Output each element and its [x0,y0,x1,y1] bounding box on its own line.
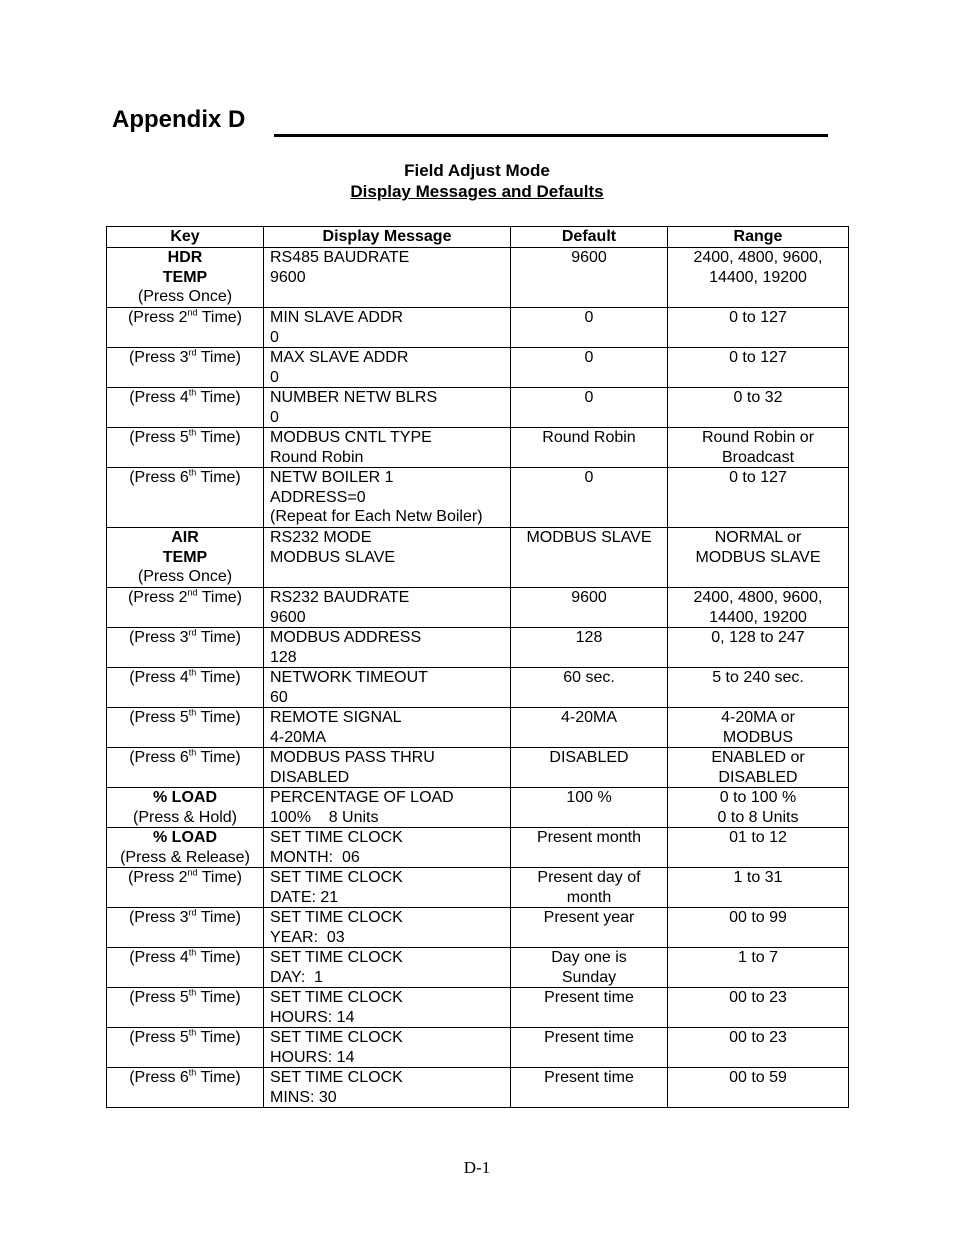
key-text: (Press 5 [129,429,189,446]
key-cell [107,428,264,468]
range-line: 01 to 12 [729,829,787,846]
default-cell [511,628,668,668]
display-message-cell [264,588,511,628]
default-cell [511,1068,668,1108]
key-text-suffix: Time) [196,909,242,926]
default-line: 60 sec. [563,669,615,686]
key-line [107,588,263,608]
range-line: 0 to 32 [733,389,783,406]
default-line: 9600 [571,589,607,606]
key-cell [107,908,264,948]
message-line: MINS: 30 [270,1088,337,1106]
table-row [107,788,849,828]
key-cell [107,748,264,788]
key-text-suffix: Time) [197,589,243,606]
ordinal-suffix: th [188,1027,197,1038]
range-cell [668,1068,849,1108]
key-line [107,567,263,587]
display-message-cell [264,1068,511,1108]
table-header-row [107,227,849,248]
key-text: TEMP [162,268,208,286]
section-subtitle: Display Messages and Defaults [350,182,604,201]
key-cell [107,828,264,868]
default-line: 128 [575,629,603,646]
display-message-cell [264,908,511,948]
key-cell [107,468,264,528]
key-text-suffix: Time) [196,389,241,406]
range-line: 14400, 19200 [709,608,807,626]
range-cell [668,748,849,788]
key-text: (Press 3 [128,349,189,366]
field-adjust-table [106,226,849,1108]
message-line: SET TIME CLOCK [270,1069,403,1086]
range-line: 2400, 4800, 9600, [693,589,823,606]
message-line: HOURS: 14 [270,1008,355,1026]
range-line: 2400, 4800, 9600, [693,249,823,266]
key-text: (Press 4 [129,669,189,686]
display-message-cell [264,788,511,828]
key-text-suffix: Time) [196,669,241,686]
range-line: ENABLED or [711,749,805,766]
ordinal-suffix: th [188,707,197,718]
range-line: 1 to 7 [737,949,779,966]
table-row [107,948,849,988]
message-line: SET TIME CLOCK [270,1029,403,1046]
key-cell [107,348,264,388]
range-line: 1 to 31 [733,869,783,886]
message-line: NETW BOILER 1 [270,469,394,486]
range-cell [668,348,849,388]
key-text: HDR [167,249,203,266]
ordinal-suffix: nd [187,587,198,598]
key-text: (Press 6 [129,749,189,766]
display-message-cell [264,628,511,668]
default-cell [511,908,668,948]
range-line: 0 to 127 [729,309,787,326]
default-cell [511,748,668,788]
range-line: NORMAL or [714,529,802,546]
key-text-suffix: Time) [196,429,241,446]
ordinal-suffix: rd [188,627,197,638]
ordinal-suffix: th [188,747,197,758]
message-line: MODBUS ADDRESS [270,629,422,646]
key-line [107,628,263,648]
table-row [107,348,849,388]
key-text: % LOAD [153,829,217,846]
range-line: 4-20MA or [721,709,795,726]
ordinal-suffix: nd [187,307,198,318]
key-cell [107,668,264,708]
table-row [107,868,849,908]
table-row [107,428,849,468]
default-cell [511,828,668,868]
key-line [107,308,263,328]
key-line [107,868,263,888]
ordinal-suffix: th [188,947,197,958]
key-line [107,528,263,548]
range-cell [668,828,849,868]
key-text: AIR [171,529,199,546]
message-line: RS485 BAUDRATE [270,249,410,266]
page-number: D-1 [463,1158,491,1177]
key-text: (Press 5 [129,1029,189,1046]
range-line: Broadcast [721,448,795,466]
range-cell [668,788,849,828]
key-cell [107,248,264,308]
message-line: MODBUS PASS THRU [270,749,435,766]
message-line: 0 [270,328,279,346]
key-text: (Press 5 [129,709,189,726]
message-line: SET TIME CLOCK [270,869,403,886]
default-line: 0 [584,349,594,366]
message-line: 9600 [270,268,306,286]
default-cell [511,988,668,1028]
key-text-suffix: Time) [196,749,241,766]
key-text: (Press 3 [128,909,189,926]
display-message-cell [264,348,511,388]
default-line: Present time [544,1029,634,1046]
key-text: % LOAD [153,789,217,806]
key-line [107,948,263,968]
default-line: MODBUS SLAVE [526,529,652,546]
message-line: SET TIME CLOCK [270,829,403,846]
ordinal-suffix: th [188,987,197,998]
ordinal-suffix: th [188,467,197,478]
default-cell [511,308,668,348]
message-line: 0 [270,368,279,386]
key-cell [107,1028,264,1068]
key-text: (Press Once) [137,288,233,305]
key-cell [107,708,264,748]
default-cell [511,588,668,628]
range-cell [668,908,849,948]
default-cell [511,428,668,468]
range-cell [668,248,849,308]
key-line [107,468,263,488]
key-text: (Press 2 [127,589,188,606]
key-text: (Press & Hold) [132,808,238,826]
default-cell [511,788,668,828]
ordinal-suffix: rd [188,907,197,918]
table-row [107,528,849,588]
table-row [107,308,849,348]
range-line: DISABLED [718,768,798,786]
range-line: 5 to 240 sec. [712,669,804,686]
default-line: Sunday [561,968,617,986]
default-line: 0 [584,469,594,486]
default-line: 0 [584,309,594,326]
range-line: 00 to 99 [729,909,787,926]
range-cell [668,588,849,628]
key-line [107,788,263,808]
key-line [107,1028,263,1048]
message-line: DAY: 1 [270,968,324,986]
column-header-default: Default [511,227,668,248]
ordinal-suffix: th [188,427,197,438]
key-text: (Press 5 [129,989,189,1006]
range-cell [668,948,849,988]
table-row [107,1068,849,1108]
key-line [107,988,263,1008]
display-message-cell [264,748,511,788]
display-message-cell [264,948,511,988]
range-cell [668,868,849,908]
key-text-suffix: Time) [196,709,241,726]
range-cell [668,988,849,1028]
key-text: (Press 4 [129,389,189,406]
key-line [107,808,263,828]
display-message-cell [264,308,511,348]
key-text-suffix: Time) [196,1029,241,1046]
message-line: SET TIME CLOCK [270,949,403,966]
key-text-suffix: Time) [197,309,243,326]
message-line: 100% 8 Units [270,808,379,826]
message-line: SET TIME CLOCK [270,909,403,926]
default-line: Present month [536,829,642,846]
range-cell [668,1028,849,1068]
key-line [107,828,263,848]
message-line: DATE: 21 [270,888,339,906]
key-cell [107,388,264,428]
key-text: TEMP [162,548,208,566]
message-line: MAX SLAVE ADDR [270,349,409,366]
default-line: 0 [584,389,594,406]
key-line [107,908,263,928]
message-line: RS232 BAUDRATE [270,589,410,606]
key-text: (Press Once) [137,568,233,585]
default-cell [511,1028,668,1068]
key-cell [107,308,264,348]
default-cell [511,528,668,588]
message-line: MODBUS CNTL TYPE [270,429,432,446]
default-line: Day one is [551,949,627,966]
message-line: RS232 MODE [270,529,372,546]
default-cell [511,668,668,708]
default-cell [511,388,668,428]
message-line: Round Robin [270,448,364,466]
default-cell [511,948,668,988]
table-row [107,628,849,668]
message-line: REMOTE SIGNAL [270,709,402,726]
default-line: Round Robin [542,429,636,446]
default-cell [511,348,668,388]
key-line [107,428,263,448]
table-row [107,588,849,628]
default-cell [511,868,668,908]
range-line: Round Robin or [701,429,815,446]
range-line: 00 to 23 [729,1029,787,1046]
default-cell [511,708,668,748]
range-cell [668,308,849,348]
table-row [107,708,849,748]
table-row [107,1028,849,1068]
key-text: (Press 6 [129,469,189,486]
key-cell [107,628,264,668]
range-line: 14400, 19200 [709,268,807,286]
range-cell [668,668,849,708]
range-cell [668,428,849,468]
range-line: 0 to 127 [729,469,787,486]
message-line: NUMBER NETW BLRS [270,389,438,406]
default-line: 100 % [566,789,612,806]
default-line: 4-20MA [560,709,618,726]
key-cell [107,988,264,1028]
key-line [107,708,263,728]
range-cell [668,468,849,528]
default-line: Present year [543,909,635,926]
table-row [107,468,849,528]
column-header-key: Key [107,227,264,248]
key-cell [107,948,264,988]
message-line: 9600 [270,608,306,626]
display-message-cell [264,828,511,868]
message-line: NETWORK TIMEOUT [270,669,428,686]
key-cell [107,588,264,628]
display-message-cell [264,668,511,708]
column-header-range: Range [668,227,849,248]
key-cell [107,1068,264,1108]
range-line: 00 to 23 [729,989,787,1006]
default-line: month [566,888,612,906]
key-text: (Press 4 [129,949,189,966]
range-cell [668,388,849,428]
key-line [107,388,263,408]
message-line: ADDRESS=0 [270,488,366,506]
message-line: MONTH: 06 [270,848,360,866]
table-row [107,668,849,708]
section-title: Field Adjust Mode [404,161,550,180]
display-message-cell [264,708,511,748]
key-text: (Press 6 [129,1069,189,1086]
display-message-cell [264,428,511,468]
display-message-cell [264,988,511,1028]
message-line: YEAR: 03 [270,928,345,946]
appendix-title: Appendix D [112,106,246,133]
key-line [107,548,263,568]
default-line: 9600 [571,249,607,266]
key-text: (Press & Release) [120,848,250,866]
key-text-suffix: Time) [196,349,242,366]
range-cell [668,528,849,588]
message-line: HOURS: 14 [270,1048,355,1066]
table-body [107,248,849,1108]
ordinal-suffix: th [188,387,197,398]
key-text-suffix: Time) [196,469,241,486]
key-text-suffix: Time) [196,989,241,1006]
range-cell [668,708,849,748]
range-line: 0 to 127 [729,349,787,366]
message-line: MODBUS SLAVE [270,548,396,566]
range-line: MODBUS SLAVE [695,548,821,566]
range-line: 0 to 8 Units [717,808,799,826]
message-line: MIN SLAVE ADDR [270,309,404,326]
default-line: DISABLED [549,749,629,766]
ordinal-suffix: th [188,1067,197,1078]
display-message-cell [264,528,511,588]
message-line: 60 [270,688,288,706]
key-cell [107,788,264,828]
table-row [107,388,849,428]
message-line: (Repeat for Each Netw Boiler) [270,508,483,525]
column-header-display-message: Display Message [264,227,511,248]
display-message-cell [264,1028,511,1068]
default-line: Present time [544,989,634,1006]
display-message-cell [264,468,511,528]
key-line [107,268,263,288]
ordinal-suffix: nd [187,867,198,878]
message-line: PERCENTAGE OF LOAD [270,789,454,806]
key-cell [107,528,264,588]
key-line [107,848,263,868]
display-message-cell [264,868,511,908]
key-text: (Press 2 [127,309,188,326]
key-text-suffix: Time) [197,869,243,886]
range-cell [668,628,849,668]
range-line: 0 to 100 % [719,789,797,806]
key-line [107,248,263,268]
default-line: Present day of [537,869,641,886]
key-line [107,748,263,768]
table-row [107,908,849,948]
ordinal-suffix: th [188,667,197,678]
message-line: 4-20MA [270,728,327,746]
display-message-cell [264,248,511,308]
key-text: (Press 3 [128,629,189,646]
key-text-suffix: Time) [196,1069,241,1086]
key-line [107,348,263,368]
key-line [107,287,263,307]
message-line: SET TIME CLOCK [270,989,403,1006]
key-cell [107,868,264,908]
default-cell [511,468,668,528]
key-line [107,1068,263,1088]
key-text-suffix: Time) [196,949,241,966]
message-line: DISABLED [270,768,350,786]
ordinal-suffix: rd [188,347,197,358]
key-text: (Press 2 [127,869,188,886]
title-underline [274,134,828,137]
range-line: 00 to 59 [729,1069,787,1086]
message-line: 128 [270,648,297,666]
default-line: Present time [544,1069,634,1086]
table-row [107,748,849,788]
key-line [107,668,263,688]
display-message-cell [264,388,511,428]
range-line: 0, 128 to 247 [711,629,805,646]
range-line: MODBUS [722,728,794,746]
table-row [107,248,849,308]
key-text-suffix: Time) [196,629,242,646]
table-row [107,828,849,868]
message-line: 0 [270,408,279,426]
table-row [107,988,849,1028]
default-cell [511,248,668,308]
